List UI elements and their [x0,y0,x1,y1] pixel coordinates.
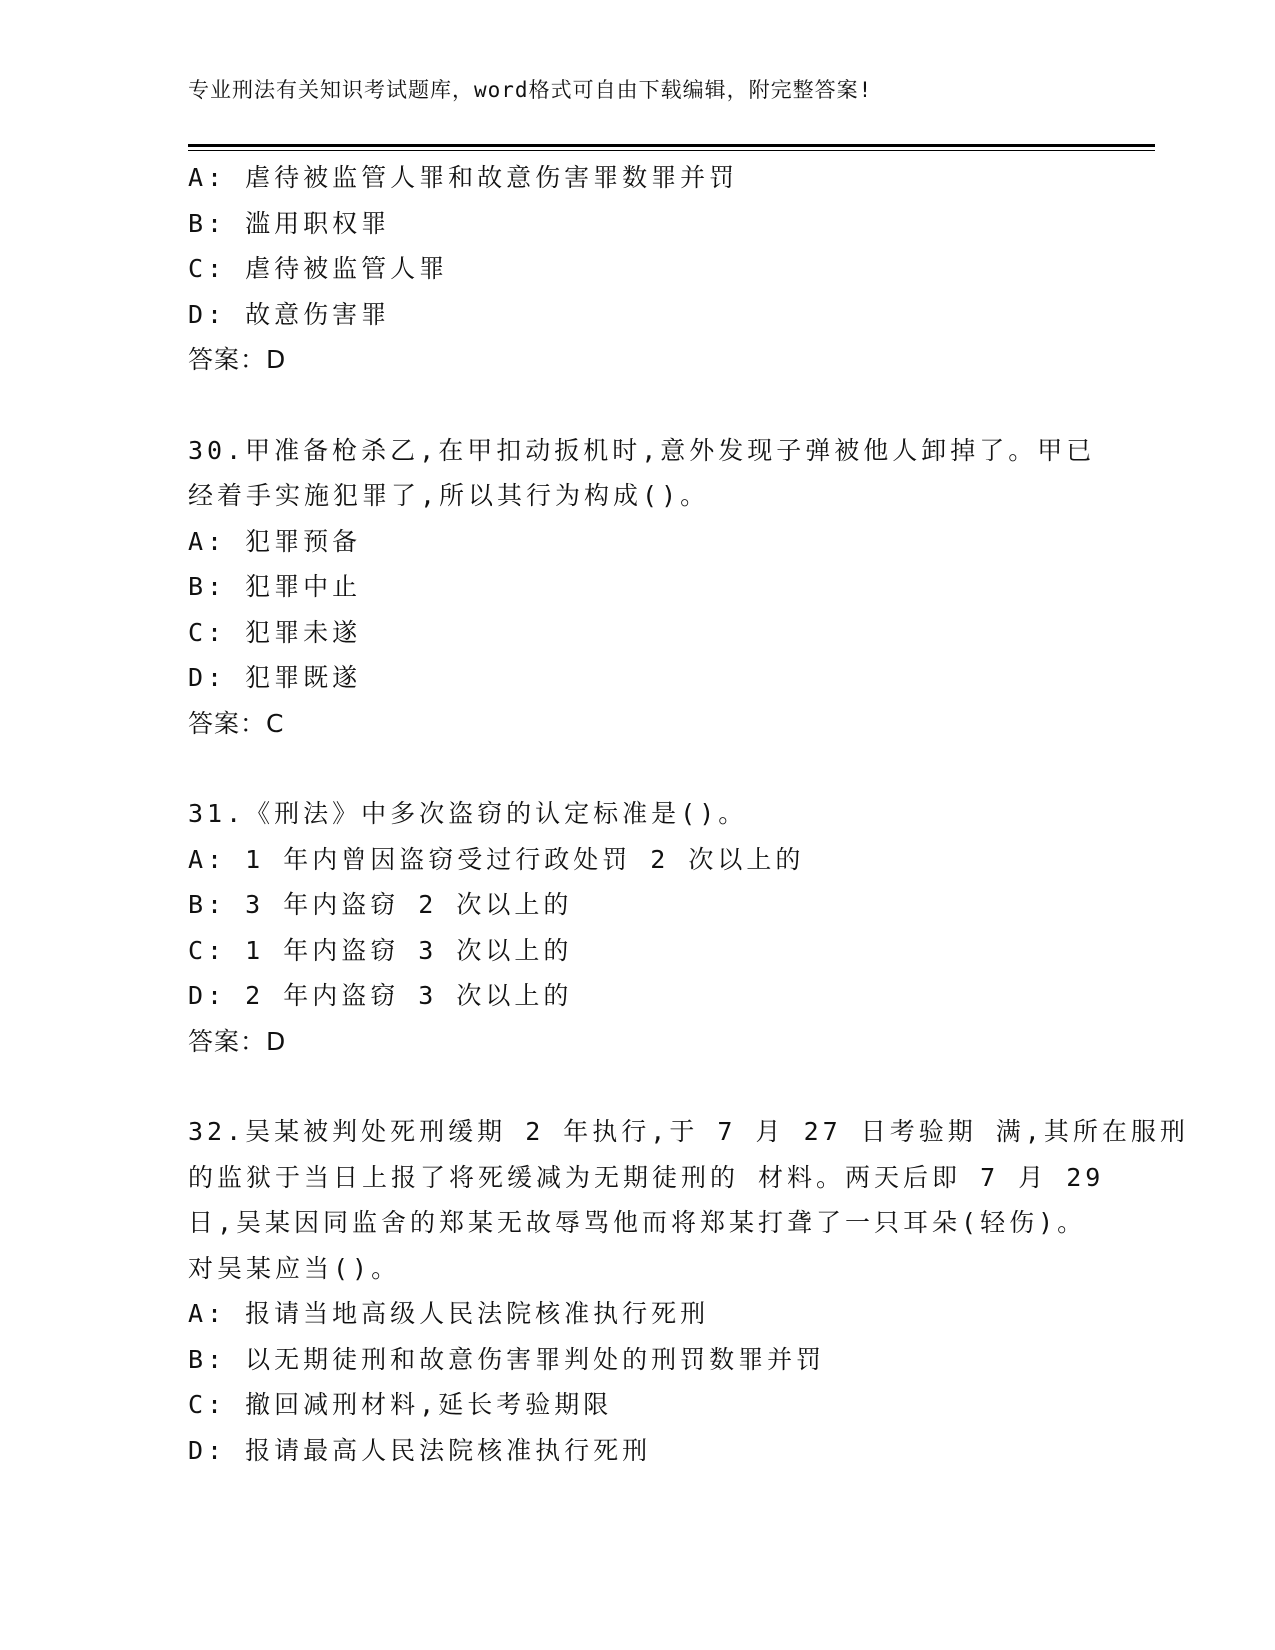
option-a: A: 虐待被监管人罪和故意伤害罪数罪并罚 [188,163,739,192]
header-divider-thick [188,144,1155,147]
option-c: C: 1 年内盗窃 3 次以上的 [188,935,573,965]
option-b: B: 以无期徒刑和故意伤害罪判处的刑罚数罪并罚 [188,1344,826,1374]
option-b: B: 3 年内盗窃 2 次以上的 [188,890,573,919]
option-b: B: 滥用职权罪 [188,208,391,238]
question-stem-line: 日,吴某因同监舍的郑某无故辱骂他而将郑某打聋了一只耳朵(轻伤)。 [188,1208,1087,1237]
question-31 [188,791,1088,1064]
question-stem-line: 30.甲准备枪杀乙,在甲扣动扳机时,意外发现子弹被他人卸掉了。甲已 [188,435,1096,465]
option-d: D: 故意伤害罪 [188,299,391,329]
question-30 [188,428,1096,747]
answer: 答案：D [188,345,287,374]
option-c: C: 犯罪未遂 [188,617,362,647]
question-stem-line: 32.吴某被判处死刑缓期 2 年执行,于 7 月 27 日考验期 满,其所在服刑 [188,1117,1189,1146]
question-stem-line: 经着手实施犯罪了,所以其行为构成()。 [188,481,710,510]
question-stem-line: 对吴某应当()。 [188,1253,401,1283]
option-b: B: 犯罪中止 [188,572,362,601]
question-29 [188,155,1088,383]
question-list [188,155,1189,1473]
question-stem-line: 31.《刑法》中多次盗窃的认定标准是()。 [188,799,748,828]
header-divider-thin [188,150,1155,151]
option-d: D: 报请最高人民法院核准执行死刑 [188,1435,652,1465]
question-32 [188,1109,1189,1473]
option-c: C: 撤回减刑材料,延长考验期限 [188,1390,613,1419]
answer: 答案：C [188,708,285,738]
question-stem-line: 的监狱于当日上报了将死缓减为无期徒刑的 材料。两天后即 7 月 29 [188,1162,1105,1192]
answer: 答案：D [188,1026,287,1056]
option-d: D: 犯罪既遂 [188,663,362,692]
option-d: D: 2 年内盗窃 3 次以上的 [188,981,573,1010]
page-header: 专业刑法有关知识考试题库，word格式可自由下载编辑，附完整答案! [188,78,873,102]
option-a: A: 报请当地高级人民法院核准执行死刑 [188,1299,710,1328]
option-a: A: 犯罪预备 [188,526,362,556]
option-a: A: 1 年内曾因盗窃受过行政处罚 2 次以上的 [188,844,805,874]
option-c: C: 虐待被监管人罪 [188,254,449,283]
